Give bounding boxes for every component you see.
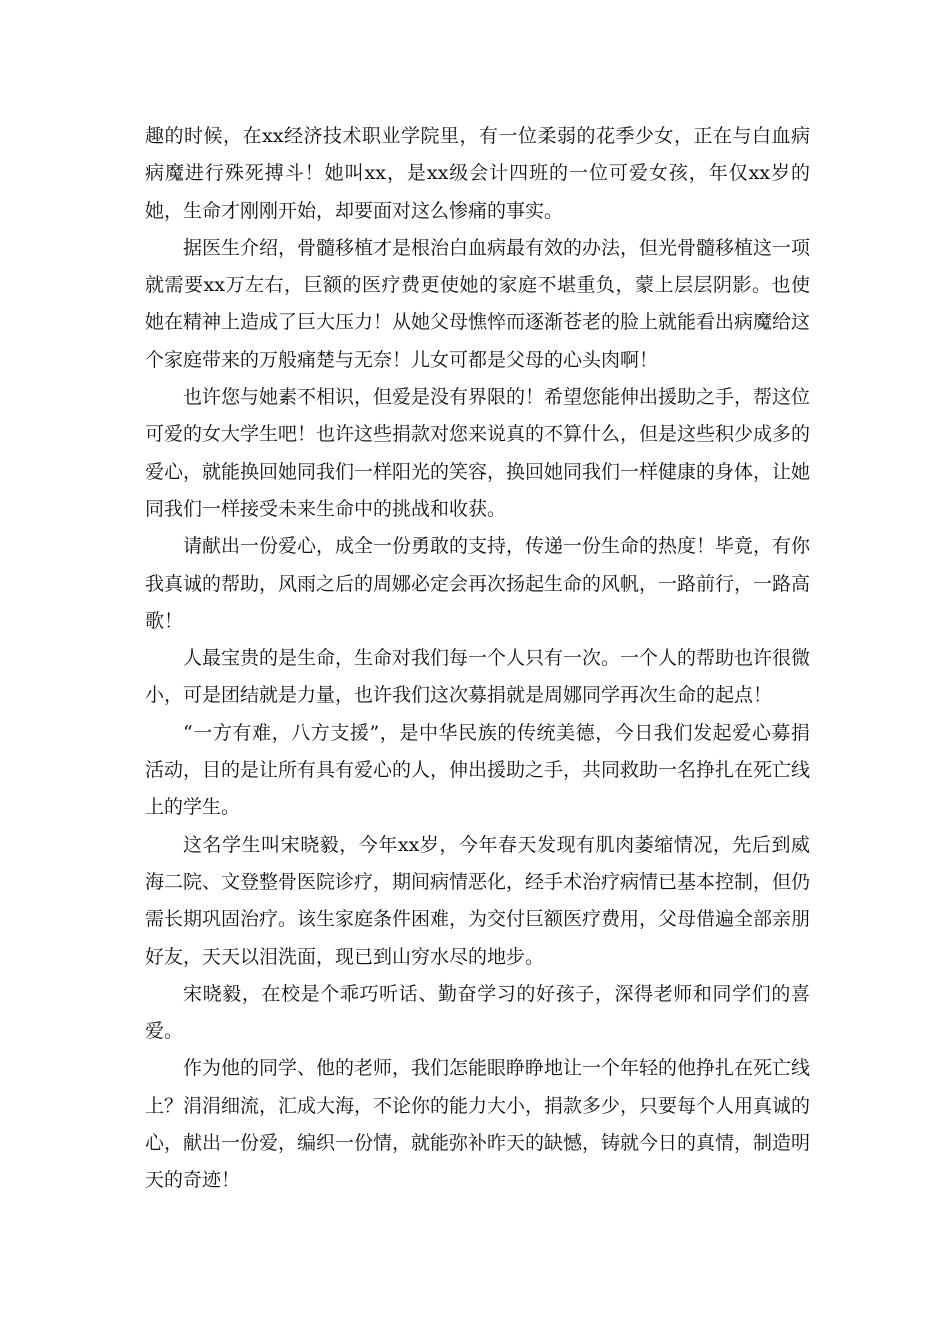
paragraph: 也许您与她素不相识，但爱是没有界限的！希望您能伸出援助之手，帮这位可爱的女大学生吧！也许这些捐款对您来说真的不算什么，但是这些积少成多的爱心，就能换回她同我们一样阳光的笑容，换回她同我们一样健康的身体，让她同我们一样接受未来生命中的挑战和收获。 <box>145 386 811 520</box>
paragraph: 作为他的同学、他的老师，我们怎能眼睁睁地让一个年轻的他挣扎在死亡线上？涓涓细流，汇成大海，不论你的能力大小，捐款多少，只要每个人用真诚的心，献出一份爱，编织一份情，就能弥补昨天的缺憾，铸就今日的真情，制造明天的奇迹！ <box>145 1057 811 1192</box>
paragraph: 这名学生叫宋晓毅，今年xx岁，今年春天发现有肌肉萎缩情况，先后到威海二院、文登整骨医院诊疗，期间病情恶化，经手术治疗病情已基本控制，但仍需长期巩固治疗。该生家庭条件困难，为交付巨额医疗费用，父母借遍全部亲朋好友，天天以泪洗面，现已到山穷水尽的地步。 <box>145 833 811 968</box>
paragraph: 请献出一份爱心，成全一份勇敢的支持，传递一份生命的热度！毕竟，有你我真诚的帮助，风雨之后的周娜必定会再次扬起生命的风帆，一路前行，一路高歌！ <box>145 535 811 632</box>
paragraph: 宋晓毅，在校是个乖巧听话、勤奋学习的好孩子，深得老师和同学们的喜爱。 <box>145 982 810 1043</box>
document-body <box>145 118 810 1200</box>
paragraph: 据医生介绍，骨髓移植才是根治白血病最有效的办法，但光骨髓移植这一项就需要xx万左右，巨额的医疗费更使她的家庭不堪重负，蒙上层层阴影。也使她在精神上造成了巨大压力！从她父母憔悴而逐渐苍老的脸上就能看出病魔给这个家庭带来的万般痛楚与无奈！儿女可都是父母的心头肉啊！ <box>145 236 811 371</box>
paragraph-continuation: 趣的时候，在xx经济技术职业学院里，有一位柔弱的花季少女，正在与白血病病魔进行殊死搏斗！她叫xx，是xx级会计四班的一位可爱女孩，年仅xx岁的她，生命才刚刚开始，却要面对这么惨痛的事实。 <box>145 125 810 222</box>
paragraph: 人最宝贵的是生命，生命对我们每一个人只有一次。一个人的帮助也许很微小，可是团结就是力量，也许我们这次募捐就是周娜同学再次生命的起点！ <box>145 647 811 707</box>
paragraph: “一方有难，八方支援”，是中华民族的传统美德，今日我们发起爱心募捐活动，目的是让所有具有爱心的人，伸出援助之手，共同救助一名挣扎在死亡线上的学生。 <box>145 721 811 819</box>
